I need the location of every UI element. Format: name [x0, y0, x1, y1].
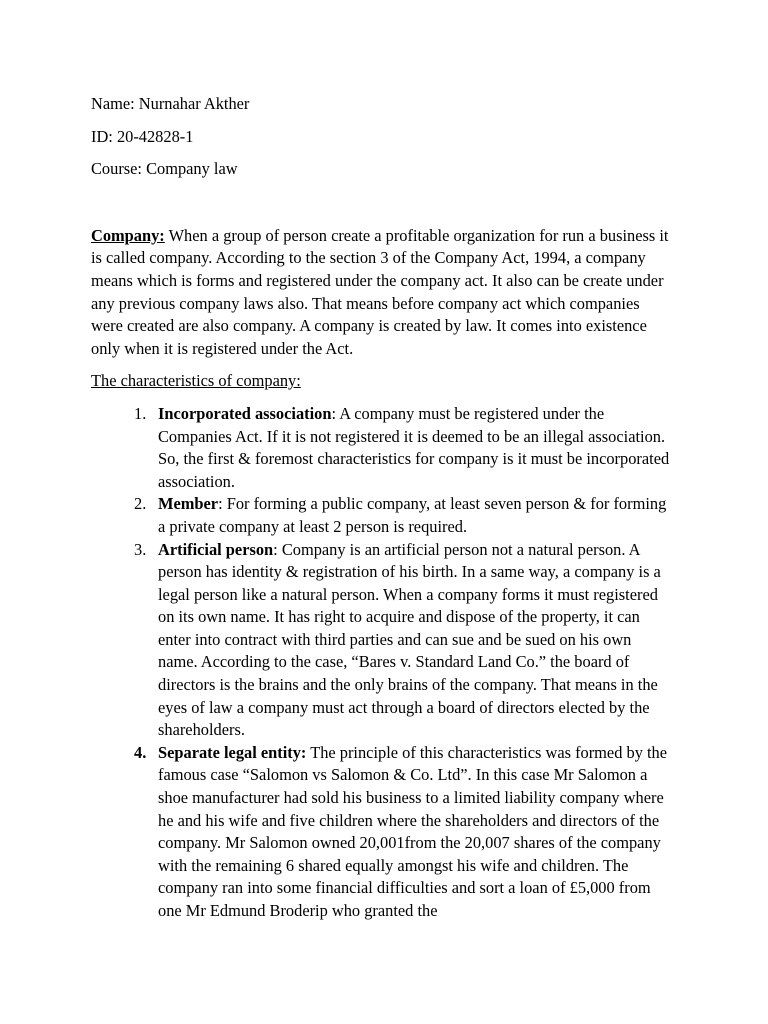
- company-definition-text: When a group of person create a profitable organization for run a business it is called company. According to the section 3 of the Company Act, 1994, a company means which is forms and registered under the company act. It also can be create under any previous company laws also. That means before company act which companies were created are also company. A company is created by law. It comes into existence only when it is registered under the Act.: [91, 225, 669, 358]
- characteristics-heading: The characteristics of company:: [91, 371, 301, 391]
- list-item-number: 3.: [134, 539, 147, 559]
- list-item-text: The principle of this characteristics was formed by the famous case “Salomon vs Salomon & Co. Ltd”. In this case Mr Salomon a shoe manufacturer had sold his business to a limited liability company where he and his wife and five children where the shareholders and directors of the company. Mr Salomon owned 20,001from the 20,007 shares of the company with the remaining 6 shared equally amongst his wife and children. The company ran into some financial difficulties and sort a loan of £5,000 from one Mr Edmund Broderip who granted the: [158, 742, 668, 920]
- student-id: ID: 20-42828-1: [91, 126, 194, 146]
- list-item-number: 4.: [134, 742, 147, 762]
- list-item-text: : For forming a public company, at least seven person & for forming a private company at least 2 person is required.: [158, 494, 667, 536]
- list-item: [134, 539, 671, 742]
- list-item: [134, 493, 671, 538]
- student-info: [91, 93, 671, 181]
- company-definition-paragraph: [91, 225, 671, 361]
- list-item-term: Separate legal entity:: [158, 742, 307, 762]
- document-page: [91, 93, 671, 923]
- list-item-term: Artificial person: [158, 539, 274, 559]
- company-term: Company:: [91, 225, 165, 245]
- list-item-text: : A company must be registered under the Companies Act. If it is not registered it is deemed to be an illegal association. So, the first & foremost characteristics for company is it must be incorporated association.: [158, 403, 670, 491]
- list-item-term: Member: [158, 494, 219, 514]
- list-item-term: Incorporated association: [158, 403, 332, 423]
- characteristics-list: [91, 403, 671, 923]
- course-name: Course: Company law: [91, 159, 238, 179]
- list-item-number: 2.: [134, 494, 147, 514]
- student-name: Name: Nurnahar Akther: [91, 94, 250, 113]
- list-item-text: : Company is an artificial person not a natural person. A person has identity & registration of his birth. In a same way, a company is a legal person like a natural person. When a company forms it must registered on its own name. It has right to acquire and dispose of the property, it can enter into contract with third parties and can sue and be sued on his own name. According to the case, “Bares v. Standard Land Co.” the board of directors is the brains and the only brains of the company. That means in the eyes of law a company must act through a board of directors elected by the shareholders.: [158, 539, 661, 740]
- list-item: [134, 403, 671, 493]
- list-item-number: 1.: [134, 403, 147, 423]
- list-item: [134, 742, 671, 923]
